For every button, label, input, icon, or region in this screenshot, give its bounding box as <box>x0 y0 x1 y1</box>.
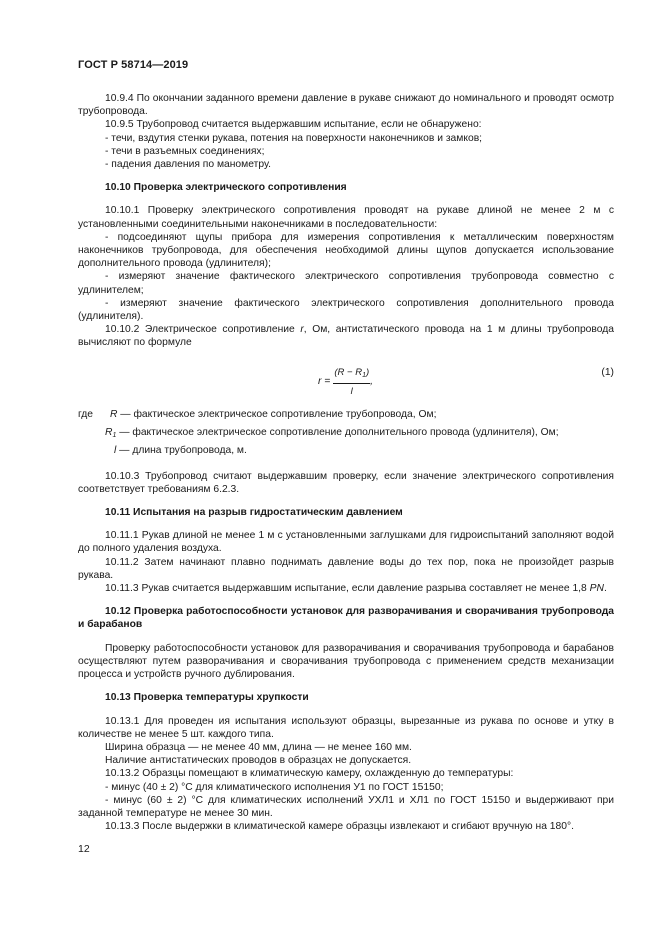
paragraph-10-10-3: 10.10.3 Трубопровод считают выдержавшим проверку, если значение электрического сопротивления соответствует требованиям 6.2.3. <box>78 470 614 495</box>
formula-legend <box>78 408 614 470</box>
paragraph-10-9-4: 10.9.4 По окончании заданного времени давление в рукаве снижают до номинального и проводят осмотр трубопровода. <box>78 93 614 118</box>
paragraph-10-10-2: 10.10.2 Электрическое сопротивление r, Ом, антистатического провода на 1 м длины трубопровода вычисляют по формуле <box>78 324 614 349</box>
section-heading-10-11: 10.11 Испытания на разрыв гидростатическим давлением <box>105 507 403 519</box>
section-heading-10-13: 10.13 Проверка температуры хрупкости <box>105 692 309 704</box>
list-item: - подсоединяют щупы прибора для измерения сопротивления к металлическим поверхностям наконечников трубопровода, для обеспечения необходимой длины щупов допускается использование дополнительного провода (удлинителя); <box>78 231 614 270</box>
formula-number: (1) <box>601 366 614 378</box>
paragraph-10-10-1: 10.10.1 Проверку электрического сопротивления проводят на рукаве длиной не менее 2 м с установленными соединительными наконечниками в последовательности: <box>78 205 614 230</box>
list-item: - измеряют значение фактического электрического сопротивления дополнительного провода (удлинителя). <box>78 297 614 323</box>
paragraph-10-11-3: 10.11.3 Рукав считается выдержавшим испытание, если давление разрыва составляет не менее 1,8 PN. <box>105 583 607 595</box>
list-item: - падения давления по манометру. <box>105 159 271 171</box>
legend-row: l — длина трубопровода, м. <box>114 444 247 456</box>
list-item: - минус (40 ± 2) °С для климатического исполнения У1 по ГОСТ 15150; <box>105 781 444 793</box>
where-label: где <box>78 408 94 420</box>
list-item: - измеряют значение фактического электрического сопротивления трубопровода совместно с удлинителем; <box>78 271 614 296</box>
paragraph-10-13-3: 10.13.3 После выдержки в климатической камере образцы извлекают и сгибают вручную на 180°. <box>105 821 574 833</box>
paragraph-10-11-1: 10.11.1 Рукав длиной не менее 1 м с установленными заглушками для гидроиспытаний заполняют водой до полного удаления воздуха. <box>78 530 614 555</box>
legend-row: $R_1$ — фактическое электрическое сопротивление дополнительного провода (удлинителя), Ом; <box>105 426 559 439</box>
formula-lhs: r = <box>318 376 331 388</box>
list-item: - минус (60 ± 2) °С для климатических исполнений УХЛ1 и ХЛ1 по ГОСТ 15150 и выдерживают при заданной температуре не менее 30 мин. <box>78 794 614 819</box>
list-item: - течи, вздутия стенки рукава, потения на поверхности наконечников и замков; <box>105 132 483 144</box>
formula-denominator: l <box>350 385 353 397</box>
section-heading-10-12: 10.12 Проверка работоспособности установок для разворачивания и сворачивания трубопровода и барабанов <box>78 606 614 631</box>
document-header: ГОСТ Р 58714—2019 <box>78 59 189 71</box>
formula-numerator: $(R - R_1)$ <box>333 366 370 384</box>
paragraph-10-13-2: 10.13.2 Образцы помещают в климатическую камеру, охлажденную до температуры: <box>105 768 514 780</box>
list-item: - течи в разъемных соединениях; <box>105 145 265 157</box>
paragraph-sample-size: Ширина образца — не менее 40 мм, длина — не менее 160 мм. <box>105 741 412 753</box>
legend-row: R — фактическое электрическое сопротивление трубопровода, Ом; <box>110 408 437 420</box>
section-heading-10-10: 10.10 Проверка электрического сопротивления <box>105 182 347 194</box>
page-content <box>78 92 614 833</box>
paragraph-10-9-5: 10.9.5 Трубопровод считается выдержавшим испытание, если не обнаружено: <box>105 119 482 131</box>
formula-1 <box>78 360 614 400</box>
paragraph-10-11-2: 10.11.2 Затем начинают плавно поднимать давление воды до тех пор, пока не произойдет разрыв рукава. <box>78 556 614 581</box>
formula-tail: , <box>370 376 374 388</box>
paragraph-antistatic: Наличие антистатических проводов в образцах не допускается. <box>105 755 412 767</box>
formula-fraction <box>333 366 370 398</box>
paragraph-10-12: Проверку работоспособности установок для разворачивания и сворачивания трубопровода и барабанов осуществляют путем разворачивания и сворачивания трубопровода с применением средств механизации процесса и устройств ручного дублирования. <box>78 642 614 681</box>
page-number: 12 <box>78 843 90 855</box>
paragraph-10-13-1: 10.13.1 Для проведен ия испытания используют образцы, вырезанные из рукава по основе и утку в количестве не менее 5 шт. каждого типа. <box>78 715 614 740</box>
